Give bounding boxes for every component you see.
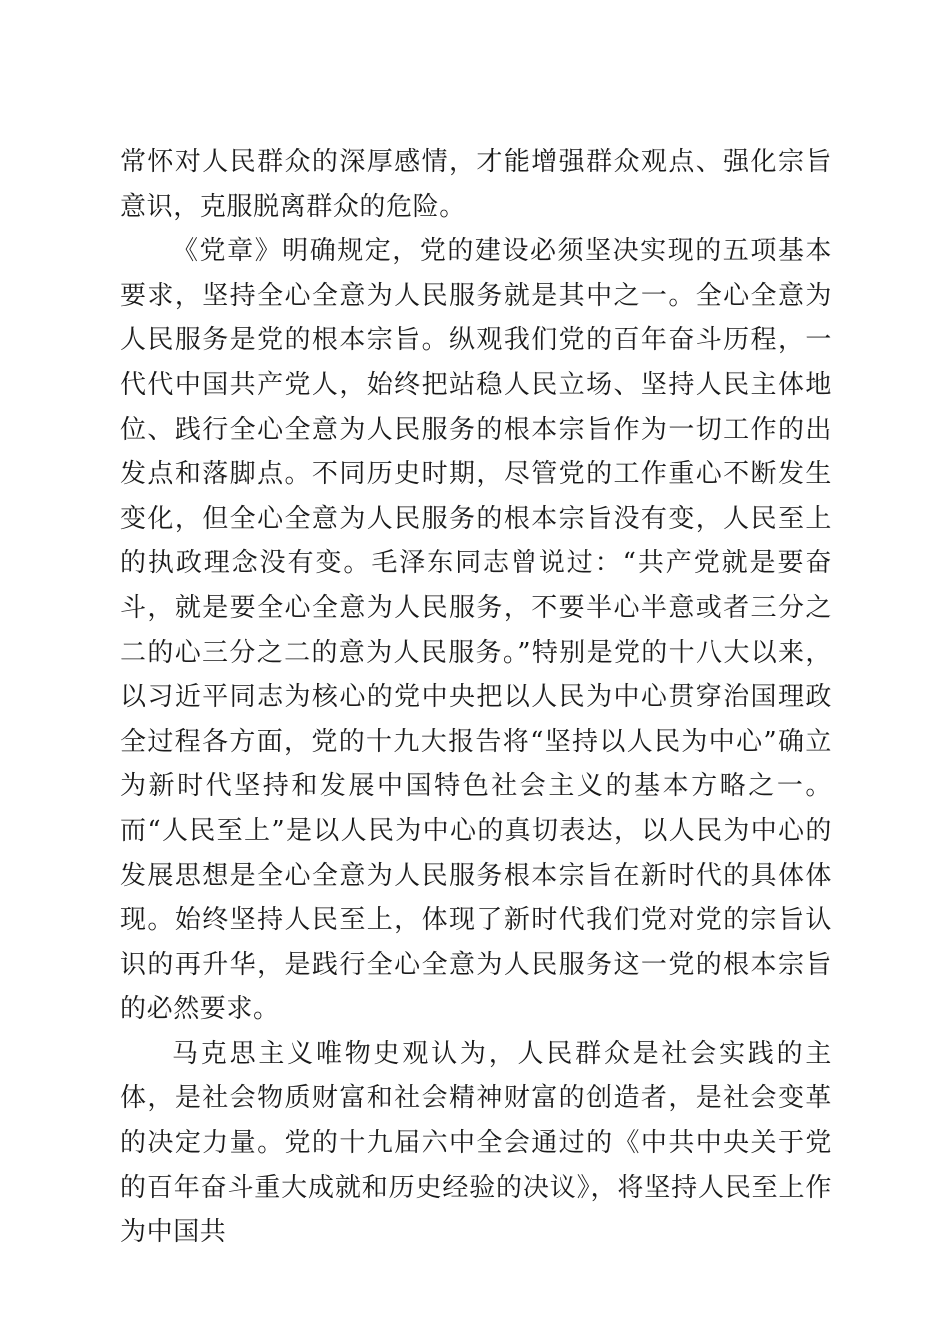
paragraph-2: 《党章》明确规定，党的建设必须坚决实现的五项基本要求，坚持全心全意为人民服务就是其中之一。全心全意为人民服务是党的根本宗旨。纵观我们党的百年奋斗历程，一代代中国共产党人，始终把站稳人民立场、坚持人民主体地位、践行全心全意为人民服务的根本宗旨作为一切工作的出发点和落脚点。不同历史时期，尽管党的工作重心不断发生变化，但全心全意为人民服务的根本宗旨没有变，人民至上的执政理念没有变。毛泽东同志曾说过：“共产党就是要奋斗，就是要全心全意为人民服务，不要半心半意或者三分之二的心三分之二的意为人民服务。”特别是党的十八大以来，以习近平同志为核心的党中央把以人民为中心贯穿治国理政全过程各方面，党的十九大报告将“坚持以人民为中心”确立为新时代坚持和发展中国特色社会主义的基本方略之一。而“人民至上”是以人民为中心的真切表达，以人民为中心的发展思想是全心全意为人民服务根本宗旨在新时代的具体体现。始终坚持人民至上，体现了新时代我们党对党的宗旨认识的再升华，是践行全心全意为人民服务这一党的根本宗旨的必然要求。 [120, 236, 832, 1025]
document-body [120, 140, 832, 1255]
paragraph-1: 常怀对人民群众的深厚感情，才能增强群众观点、强化宗旨意识，克服脱离群众的危险。 [120, 147, 832, 222]
paragraph-3: 马克思主义唯物史观认为，人民群众是社会实践的主体，是社会物质财富和社会精神财富的创造者，是社会变革的决定力量。党的十九届六中全会通过的《中共中央关于党的百年奋斗重大成就和历史经验的决议》，将坚持人民至上作为中国共 [120, 1038, 832, 1248]
